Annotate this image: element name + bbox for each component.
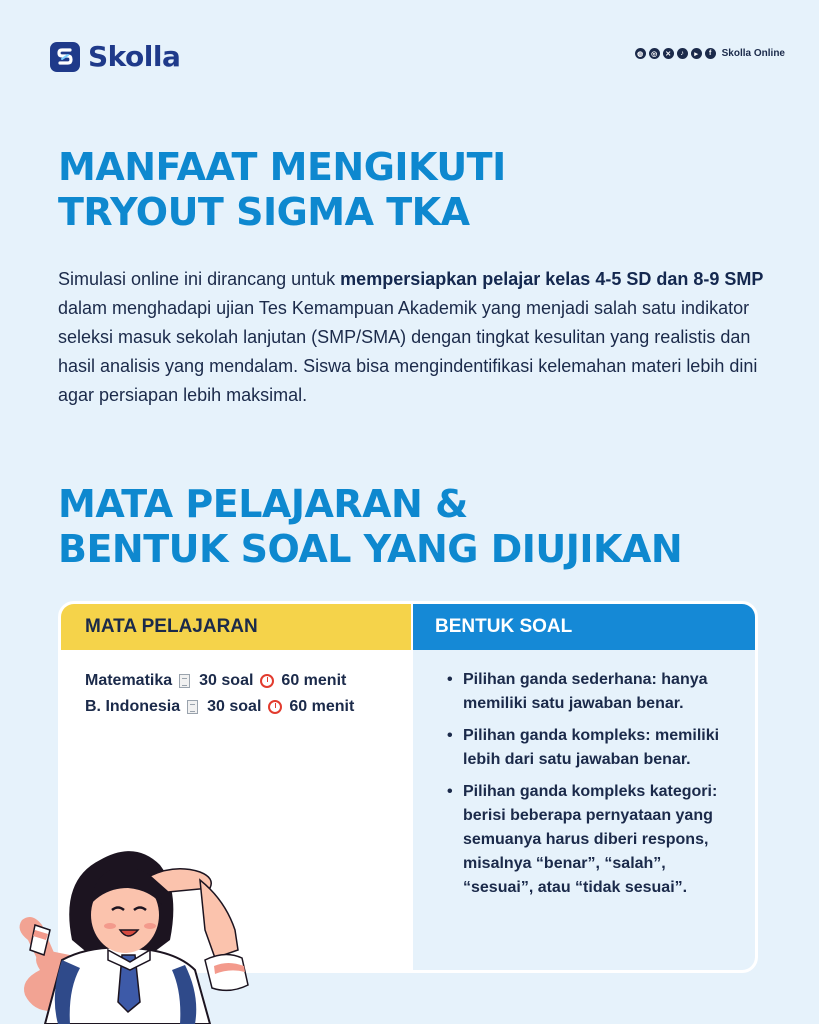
subjects-title	[58, 482, 682, 572]
list-item: • Pilihan ganda kompleks kategori: berisi beberapa pernyataan yang semuanya harus diberi respons, misalnya “benar”, “salah”, “sesuai”, atau “tidak sesuai”.	[447, 780, 733, 900]
intro-text-bold: mempersiapkan pelajar kelas 4-5 SD dan 8-9 SMP	[340, 269, 764, 289]
social-handle: Skolla Online	[721, 48, 785, 59]
subjects-title-line1: MATA PELAJARAN &	[58, 482, 468, 526]
list-item: • Pilihan ganda kompleks: memiliki lebih dari satu jawaban benar.	[447, 724, 733, 772]
subject-list	[61, 650, 411, 720]
subject-row	[85, 668, 411, 694]
brand-logo[interactable]	[50, 40, 180, 73]
social-bar	[635, 48, 785, 59]
benefits-title	[58, 145, 506, 235]
intro-text-start: Simulasi online ini dirancang untuk	[58, 269, 341, 289]
subject-duration: 60 menit	[289, 698, 355, 715]
youtube-icon[interactable]: ▸	[691, 48, 702, 59]
subject-duration: 60 menit	[281, 672, 347, 689]
alarm-clock-icon	[268, 700, 282, 714]
intro-paragraph	[58, 265, 778, 410]
globe-icon[interactable]: ◍	[635, 48, 646, 59]
subject-questions: 30 soal	[207, 698, 262, 715]
alarm-clock-icon	[260, 674, 274, 688]
subject-questions: 30 soal	[199, 672, 254, 689]
intro-text-end: dalam menghadapi ujian Tes Kemampuan Akademik yang menjadi salah satu indikator seleksi masuk sekolah lanjutan (SMP/SMA) dengan tingkat kesulitan yang realistis dan hasil analisis yang mendalam. Siswa bisa mengindentifikasi kelemahan materi lebih dini agar persiapan lebih maksimal.	[58, 298, 758, 405]
subjects-title-line2: BENTUK SOAL YANG DIUJIKAN	[58, 527, 683, 571]
subject-name: B. Indonesia	[85, 698, 181, 715]
facebook-icon[interactable]: f	[705, 48, 716, 59]
x-icon[interactable]: ✕	[663, 48, 674, 59]
notepad-icon	[187, 700, 198, 714]
subjects-header: MATA PELAJARAN	[61, 604, 411, 650]
notepad-icon	[179, 674, 190, 688]
instagram-icon[interactable]: ◎	[649, 48, 660, 59]
benefits-title-line1: MANFAAT MENGIKUTI	[58, 145, 506, 189]
subject-name: Matematika	[85, 672, 173, 689]
tiktok-icon[interactable]: ♪	[677, 48, 688, 59]
question-types-header: BENTUK SOAL	[413, 604, 755, 650]
question-types-list	[413, 650, 755, 900]
benefits-title-line2: TRYOUT SIGMA TKA	[58, 190, 470, 234]
subject-row	[85, 694, 411, 720]
question-types-column	[413, 604, 755, 970]
header	[50, 40, 785, 72]
brand-name: Skolla	[88, 40, 181, 73]
list-item: • Pilihan ganda sederhana: hanya memiliki satu jawaban benar.	[447, 668, 733, 716]
student-illustration	[0, 780, 260, 1024]
skolla-logo-icon	[50, 42, 80, 72]
